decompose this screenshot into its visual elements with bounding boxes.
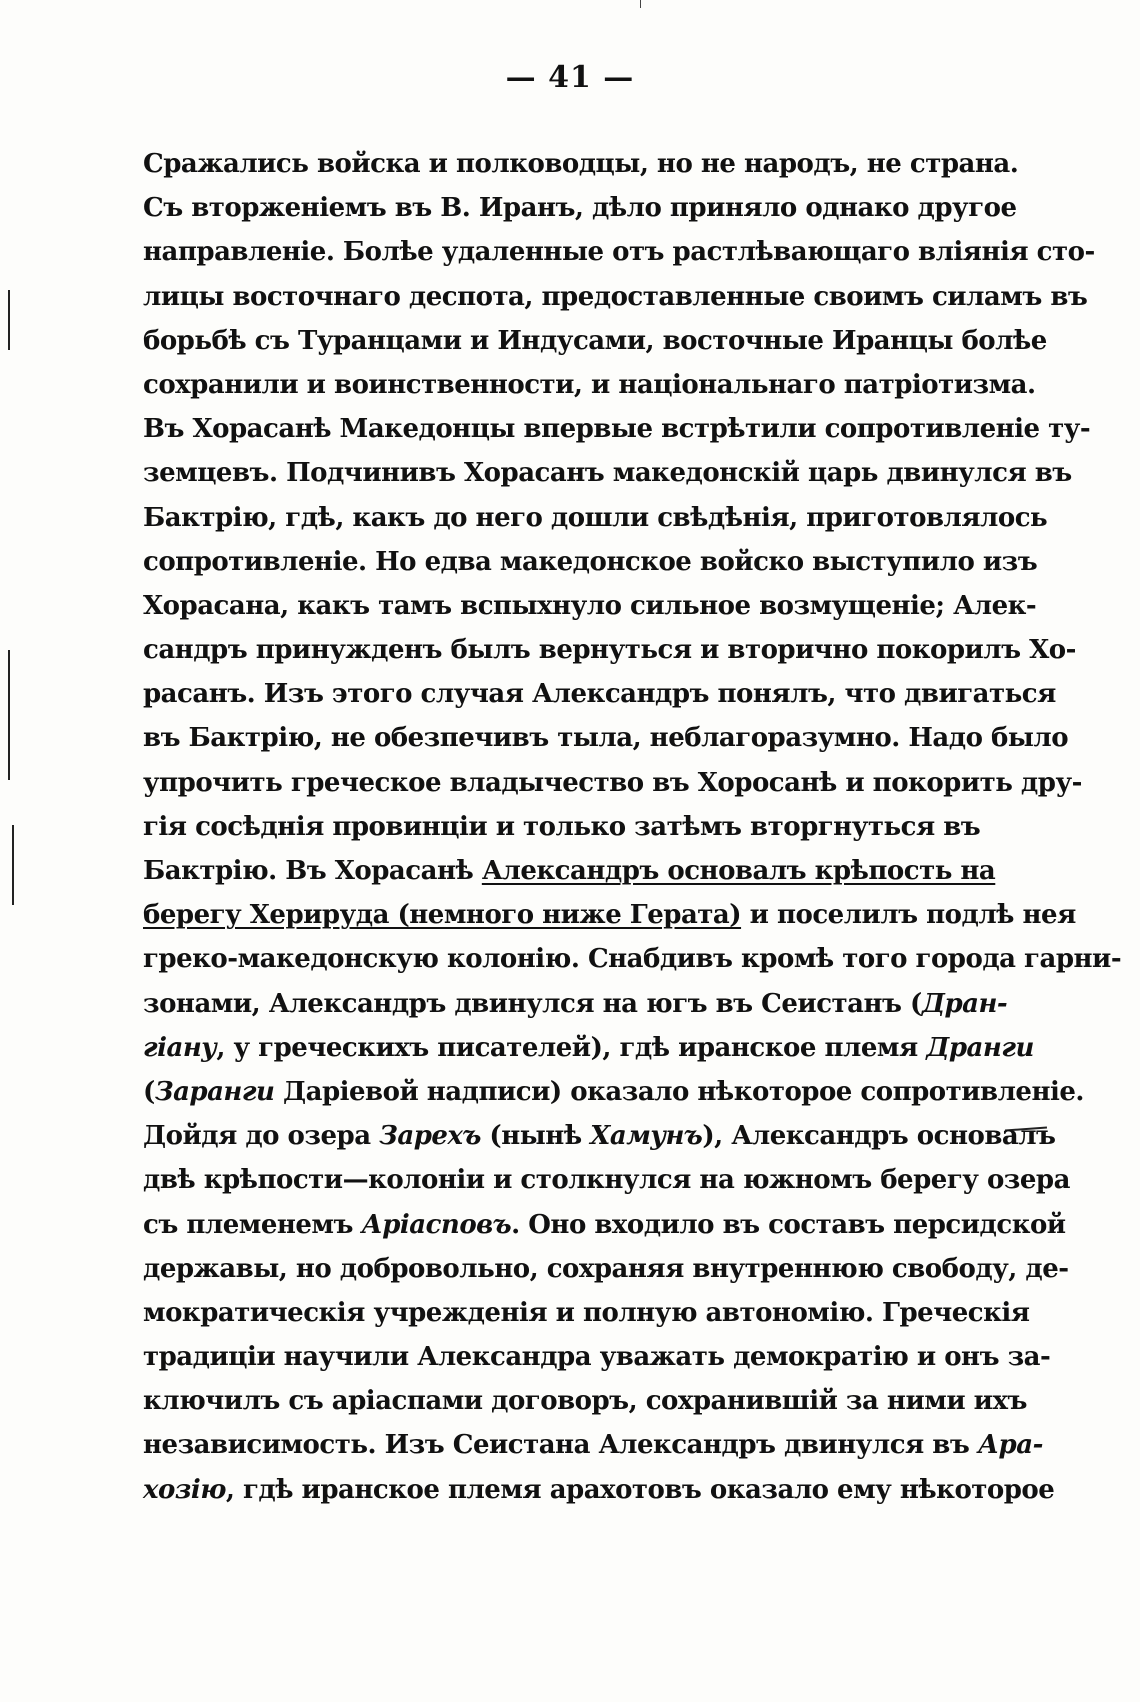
text-line [143, 628, 1076, 672]
scan-mark [640, 0, 641, 8]
text-segment: направленіе. Болѣе удаленные отъ растлѣвающаго вліянія сто- [143, 237, 1095, 268]
text-segment: , гдѣ иранское племя арахотовъ оказало ему нѣкоторое [225, 1474, 1055, 1505]
text-segment: Бактрію, гдѣ, какъ до него дошли свѣдѣнія, приготовлялось [143, 502, 1048, 533]
text-line [143, 1247, 1069, 1291]
text-line [143, 1203, 1066, 1247]
text-segment: ключилъ съ аріаспами договоръ, сохранившій за ними ихъ [143, 1386, 1027, 1417]
text-line [143, 672, 1056, 716]
text-segment: съ племенемъ [143, 1209, 362, 1240]
text-segment: ( [143, 1076, 155, 1107]
text-segment: гія сосѣднія провинціи и только затѣмъ вторгнуться въ [143, 811, 981, 842]
text-segment: Съ вторженіемъ въ В. Иранъ, дѣло приняло однако другое [143, 193, 1017, 224]
text-segment: , у греческихъ писателей), гдѣ иранское племя [216, 1032, 927, 1063]
italic-term: Заранги [154, 1076, 275, 1107]
italic-term: хозію [143, 1474, 226, 1505]
underlined-text: Александръ основалъ крѣпость на [481, 856, 996, 886]
italic-term: Дранги [926, 1032, 1034, 1063]
text-line [143, 363, 1036, 407]
text-segment: Въ Хорасанѣ Македонцы впервые встрѣтили сопротивленіе ту- [143, 414, 1091, 445]
text-segment: зонами, Александръ двинулся на югъ въ Сеистанъ ( [143, 988, 922, 1019]
italic-term: Аріасповъ [361, 1209, 512, 1240]
body-text [143, 142, 1122, 1512]
text-segment: сопротивленіе. Но едва македонское войско выступило изъ [143, 546, 1038, 577]
text-segment: Дойдя до озера [143, 1121, 380, 1152]
italic-term: Ара- [977, 1430, 1043, 1461]
text-segment: мократическія учрежденія и полную автономію. Греческія [143, 1297, 1030, 1328]
text-segment: державы, но добровольно, сохраняя внутреннюю свободу, де- [143, 1253, 1069, 1284]
text-line [143, 1335, 1051, 1379]
margin-mark [12, 825, 14, 905]
underlined-text: берегу Херируда (немного ниже Герата) [143, 900, 742, 931]
text-segment: упрочить греческое владычество въ Хоросанѣ и покорить дру- [143, 767, 1082, 798]
italic-term: Зарехъ [379, 1121, 481, 1152]
text-segment: Бактрію. Въ Хорасанѣ [143, 856, 482, 886]
text-line [143, 186, 1017, 230]
text-line [143, 451, 1072, 495]
text-line [143, 319, 1047, 363]
text-line [143, 1291, 1030, 1335]
text-segment: Даріевой надписи) оказало нѣкоторое сопротивленіе. [274, 1076, 1084, 1107]
text-segment: двѣ крѣпости—колоніи и столкнулся на южномъ берегу озера [143, 1165, 1070, 1196]
text-segment: независимость. Изъ Сеистана Александръ двинулся въ [143, 1430, 978, 1461]
page-number: — 41 — [505, 60, 635, 95]
text-line [143, 230, 1095, 274]
text-segment: . Оно входило въ составъ персидской [511, 1209, 1066, 1240]
text-line [143, 849, 996, 893]
text-line [143, 937, 1122, 981]
text-segment: сохранили и воинственности, и національнаго патріотизма. [143, 369, 1036, 400]
text-line [143, 1114, 1056, 1158]
text-segment: расанъ. Изъ этого случая Александръ понялъ, что двигаться [143, 679, 1056, 710]
text-segment: и поселилъ подлѣ нея [741, 900, 1076, 931]
text-line [143, 716, 1069, 760]
text-line [143, 540, 1038, 584]
text-line [143, 1468, 1055, 1512]
text-segment: земцевъ. Подчинивъ Хорасанъ македонскій царь двинулся въ [143, 458, 1072, 489]
text-line [143, 893, 1076, 937]
text-segment: борьбѣ съ Туранцами и Индусами, восточные Иранцы болѣе [143, 325, 1047, 356]
text-line [143, 1158, 1070, 1202]
text-line [143, 1070, 1084, 1114]
text-segment: ), Александръ основалъ [702, 1121, 1056, 1152]
text-segment: въ Бактрію, не обезпечивъ тыла, неблагоразумно. Надо было [143, 723, 1069, 754]
text-segment: греко-македонскую колонію. Снабдивъ кромѣ того города гарни- [143, 944, 1122, 975]
text-segment: Сражались войска и полководцы, но не народъ, не страна. [143, 149, 1019, 179]
text-line [143, 982, 1008, 1026]
text-line [143, 142, 1019, 186]
text-line [143, 275, 1088, 319]
text-segment: традиціи научили Александра уважать демократію и онъ за- [143, 1342, 1051, 1373]
text-line [143, 496, 1048, 540]
text-line [143, 1026, 1034, 1070]
text-line [143, 584, 1037, 628]
margin-mark [8, 290, 10, 350]
margin-mark [8, 650, 10, 780]
italic-term: Хамунъ [590, 1121, 703, 1152]
text-line [143, 1379, 1027, 1423]
text-segment: Хорасана, какъ тамъ вспыхнуло сильное возмущеніе; Алек- [143, 590, 1037, 621]
text-line [143, 1423, 1043, 1467]
text-line [143, 805, 981, 849]
italic-term: гіану [143, 1032, 217, 1063]
text-line [143, 761, 1082, 805]
italic-term: Дран- [921, 988, 1008, 1019]
text-segment: (нынѣ [480, 1121, 591, 1152]
text-segment: сандръ принужденъ былъ вернуться и вторично покорилъ Хо- [143, 635, 1076, 666]
text-line [143, 407, 1091, 451]
text-segment: лицы восточнаго деспота, предоставленные своимъ силамъ въ [143, 281, 1088, 312]
